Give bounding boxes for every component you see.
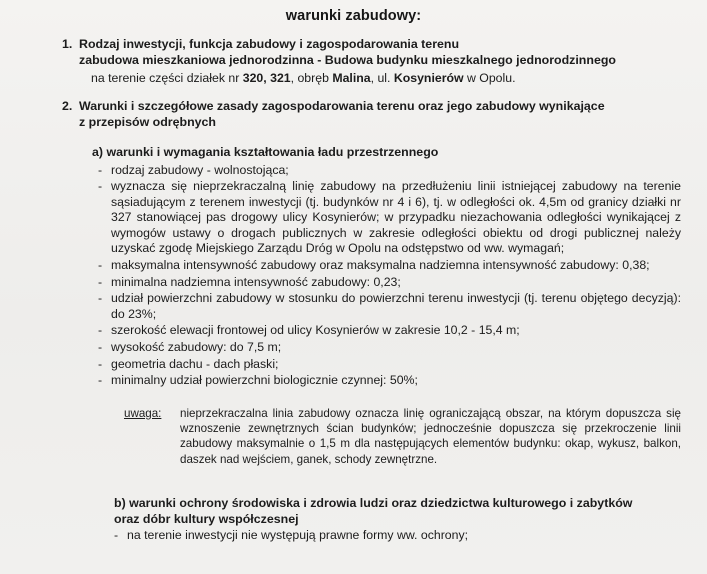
section-1-marker: 1. [62, 37, 73, 51]
bullet-dash-icon: - [98, 356, 103, 371]
detail-suffix: w Opolu. [463, 71, 516, 85]
subsection-b-bullet-list [92, 528, 681, 544]
section-2-heading-line2: z przepisów odrębnych [79, 114, 217, 129]
bullet-dash-icon: - [98, 274, 103, 289]
bullet-dash-icon: - [114, 528, 119, 542]
bullet-dash-icon: - [98, 179, 103, 194]
note-block [62, 406, 681, 467]
bullet-dash-icon: - [98, 323, 103, 338]
bullet-dash-icon: - [98, 373, 103, 388]
list-item [98, 323, 681, 339]
section-2-heading-line1: Warunki i szczegółowe zasady zagospodarowania terenu oraz jego zabudowy wynikające [79, 99, 605, 113]
bullet-dash-icon: - [98, 291, 103, 306]
section-2-body [62, 99, 681, 130]
section-1 [62, 37, 681, 86]
list-item-text: maksymalna intensywność zabudowy oraz maksymalna nadziemna intensywność zabudowy: 0,38; [111, 258, 650, 273]
list-item-text: rodzaj zabudowy - wolnostojąca; [111, 162, 289, 177]
bullet-dash-icon: - [98, 258, 103, 273]
list-item [98, 291, 681, 322]
detail-mid1: , obręb [290, 71, 333, 85]
list-item-text: wysokość zabudowy: do 7,5 m; [111, 340, 282, 355]
section-1-heading-line2: zabudowa mieszkaniowa jednorodzinna - Budowa budynku mieszkalnego jednorodzinnego [79, 52, 616, 67]
subsection-a-bullet-list [62, 163, 681, 389]
detail-district: Malina [332, 71, 371, 85]
section-1-detail [79, 70, 681, 86]
list-item [98, 373, 681, 389]
list-item-text: szerokość elewacji frontowej od ulicy Kosynierów w zakresie 10,2 - 15,4 m; [111, 323, 520, 338]
list-item-text: udział powierzchni zabudowy w stosunku do powierzchni terenu inwestycji (tj. terenu objętego decyzją): do 23%; [111, 291, 681, 321]
list-item-text: minimalna nadziemna intensywność zabudowy: 0,23; [111, 274, 401, 289]
bullet-dash-icon: - [98, 340, 103, 355]
list-item-text: wyznacza się nieprzekraczalną linię zabudowy na przedłużeniu linii istniejącej zabudowy na terenie sąsiadującym z terenem inwestycji (tj. budynków nr 4 i 6), tj. w odległości ok. 4,5m od granicy działki nr 327 stanowiącej pas drogowy ulicy Kosynierów; w przypadku niezachowania odległości wynikającej z wymogów ustawy o drogach publicznych w zakresie odległości obiektu od drogi publicznej należy uzyskać zgodę Miejskiego Zarządu Dróg w Opolu na odstępstwo od ww. wymagań; [111, 179, 681, 256]
list-item-text: geometria dachu - dach płaski; [111, 356, 279, 371]
detail-street: Kosynierów [393, 71, 464, 85]
list-item [98, 275, 681, 291]
list-item [114, 528, 681, 544]
section-1-body [62, 37, 681, 86]
subsection-b-heading-line1: b) warunki ochrony środowiska i zdrowia ludzi oraz dziedzictwa kulturowego i zabytków [114, 496, 633, 510]
detail-parcels: 320, 321 [242, 71, 291, 85]
list-item [98, 340, 681, 356]
subsection-b [62, 496, 681, 544]
section-2 [62, 99, 681, 130]
note-label: uwaga: [124, 406, 162, 420]
subsection-a-heading: a) warunki i wymagania kształtowania ładu przestrzennego [92, 145, 439, 159]
list-item [98, 179, 681, 257]
section-2-marker: 2. [62, 99, 73, 113]
detail-prefix: na terenie części działek nr [91, 71, 243, 85]
list-item [98, 258, 681, 274]
page-title: warunki zabudowy: [285, 8, 422, 24]
list-item-text: minimalny udział powierzchni biologicznie czynnej: 50%; [111, 373, 418, 388]
list-item [98, 163, 681, 179]
document-body [0, 37, 707, 544]
subsection-b-heading-line2: oraz dóbr kultury współczesnej [114, 511, 299, 526]
detail-mid2: , ul. [370, 71, 394, 85]
bullet-dash-icon: - [98, 162, 103, 177]
section-1-heading-line1: Rodzaj inwestycji, funkcja zabudowy i zagospodarowania terenu [79, 37, 460, 51]
note-text: nieprzekraczalna linia zabudowy oznacza linię ograniczającą obszar, na którym dopuszcza się wznoszenie zewnętrznych ścian budynków; jednocześnie dopuszcza się przekroczenie linii zabudowy maksymalnie o 1,5 m dla następujących elementów budynku: okap, wykusz, balkon, daszek nad wejściem, ganek, schody zewnętrzne. [180, 406, 681, 466]
list-item-text: na terenie inwestycji nie występują prawne formy ww. ochrony; [127, 528, 469, 542]
list-item [98, 357, 681, 373]
